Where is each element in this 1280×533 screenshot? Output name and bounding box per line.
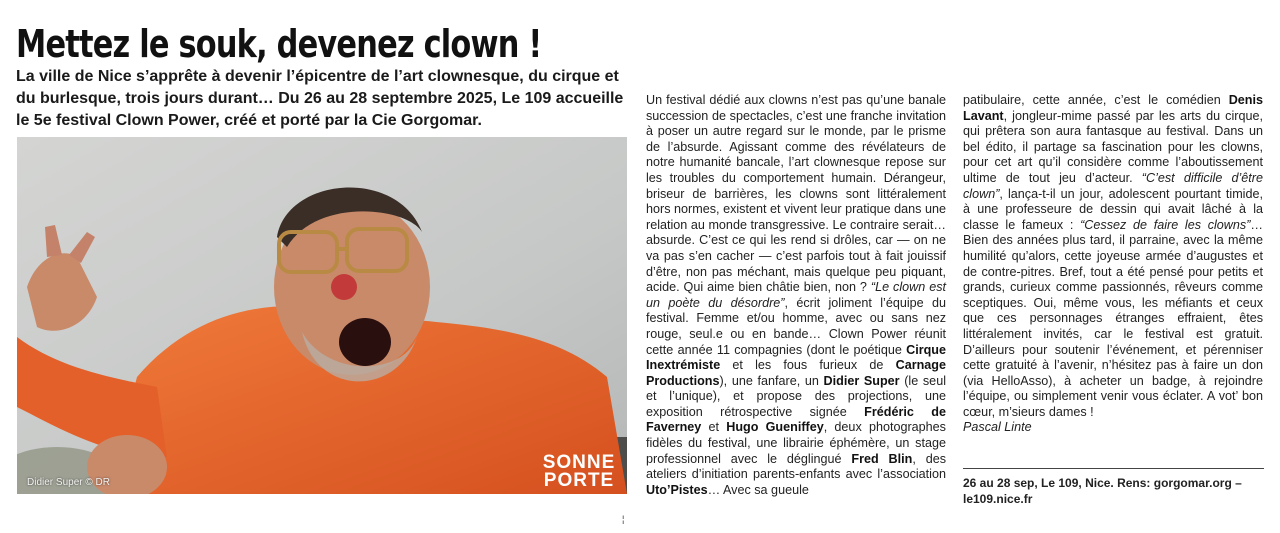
bold-run: Denis Lavant [963, 93, 1263, 123]
text-run: … Avec sa gueule [707, 482, 809, 497]
bold-run: Carnage Productions [646, 358, 946, 388]
text-run: et [701, 420, 727, 435]
text-run: , lança-t-il un jour, adolescent pourtant timide, à une professeure de dessin qui avait lâché à la classe le fameux : [963, 186, 1263, 232]
info-divider [963, 468, 1264, 469]
text-run: , des ateliers d’initiation parents-enfants avec l’association [646, 451, 946, 482]
body-paragraph-2 [963, 93, 1263, 420]
page-mark: ¦ [622, 514, 625, 524]
practical-info: 26 au 28 sep, Le 109, Nice. Rens: gorgomar.org – le109.nice.fr [963, 476, 1242, 506]
author-signature: Pascal Linte [963, 420, 1032, 435]
bold-run: Uto’Pistes [646, 482, 708, 497]
text-run: , écrit joliment l’équipe du festival. Femme et/ou homme, avec ou sans nez rouge, seul.e ou en bande… Clown Power réunit cette année 11 compagnies (dont le poétique [646, 295, 946, 357]
article-photo [17, 137, 627, 494]
article-headline: Mettez le souk, devenez clown ! [16, 22, 542, 66]
logo-line-2: PORTE [543, 470, 615, 491]
logo-line-1: SONNE [542, 452, 616, 473]
bold-run: Cirque Inextrémiste [646, 342, 946, 373]
clown-photo [17, 137, 627, 494]
text-run: patibulaire, cette année, c’est le comédien [963, 93, 1229, 107]
text-run: Un festival dédié aux clowns n’est pas qu’une banale succession de spectacles, c’est une franche invitation à poser un autre regard sur le monde, par le prisme de l’absurde. Agissant comme des révélateurs de notre humanité bancale, l’art clownesque repose sur les troubles du comportement humain. Dérangeur, briseur de barrières, les clowns sont littéralement hors normes, existent et vivent leur pratique dans une relation au monde transgressive. Le contraire serait… absurde. C’est ce qui les rend si drôles, car — on ne va pas s’en cacher — c’est parfois tout à fait jouissif d’être, non pas méchant, mais quelque peu piquant, acide. Qui aime bien châtie bien, non ? [646, 93, 946, 295]
italic-run: “Cessez de faire les clowns” [1080, 217, 1251, 232]
body-column-2 [963, 93, 1263, 436]
text-run: et les fous furieux de [720, 358, 896, 373]
italic-run: “C’est difficile d’être clown” [963, 170, 1263, 201]
photo-credit: Didier Super © DR [27, 477, 110, 488]
text-run: ), une fanfare, un [719, 373, 824, 388]
body-paragraph-1 [646, 93, 946, 498]
bold-run: Hugo Gueniffey [726, 420, 824, 435]
text-run: … Bien des années plus tard, il parraine, avec la même humilité qu’alors, cette joyeuse armée d’augustes et de contre-pitres. Bref, tout a été pensé pour petits et grands, curieux comme passionnés, rêveurs comme sceptiques. Oui, même vous, les méfiants et ceux que ces personnages étranges effraient, êtes littéralement invités, car le festival est gratuit. D’ailleurs pour soutenir l’événement, et pérenniser cette gratuité à l’avenir, n’hésitez pas à faire un don (via HelloAsso), à acheter un badge, à rejoindre l’équipe, ou simplement venir vous éclater. A vot’ bon cœur, m’sieurs dames ! [963, 217, 1263, 419]
text-run: , jongleur-mime passé par les arts du cirque, qui prêtera son aura fantasque au festival. Dans un bel édito, il partage sa fascination pour les clowns, pour cet art qu’il considère comme l’aboutissement ultime de tout jeu d’acteur. [963, 108, 1263, 185]
sonne-porte-logo [541, 454, 617, 490]
bold-run: Frédéric de Faverney [646, 404, 946, 435]
article-lead: La ville de Nice s’apprête à devenir l’épicentre de l’art clownesque, du cirque et du burlesque, trois jours durant… Du 26 au 28 septembre 2025, Le 109 accueille le 5e festival Clown Power, créé et porté par la Cie Gorgomar. [16, 68, 624, 129]
text-run: (le seul et l’unique), et propose des projections, une exposition rétrospective signée [646, 373, 946, 419]
text-run: , deux photographes fidèles du festival, une librairie éphémère, un stage professionnel avec le déglingué [646, 420, 946, 466]
bold-run: Didier Super [823, 373, 900, 388]
body-column-1 [646, 93, 946, 498]
italic-run: “Le clown est un poète du désordre” [646, 280, 947, 310]
bold-run: Fred Blin [851, 451, 913, 466]
